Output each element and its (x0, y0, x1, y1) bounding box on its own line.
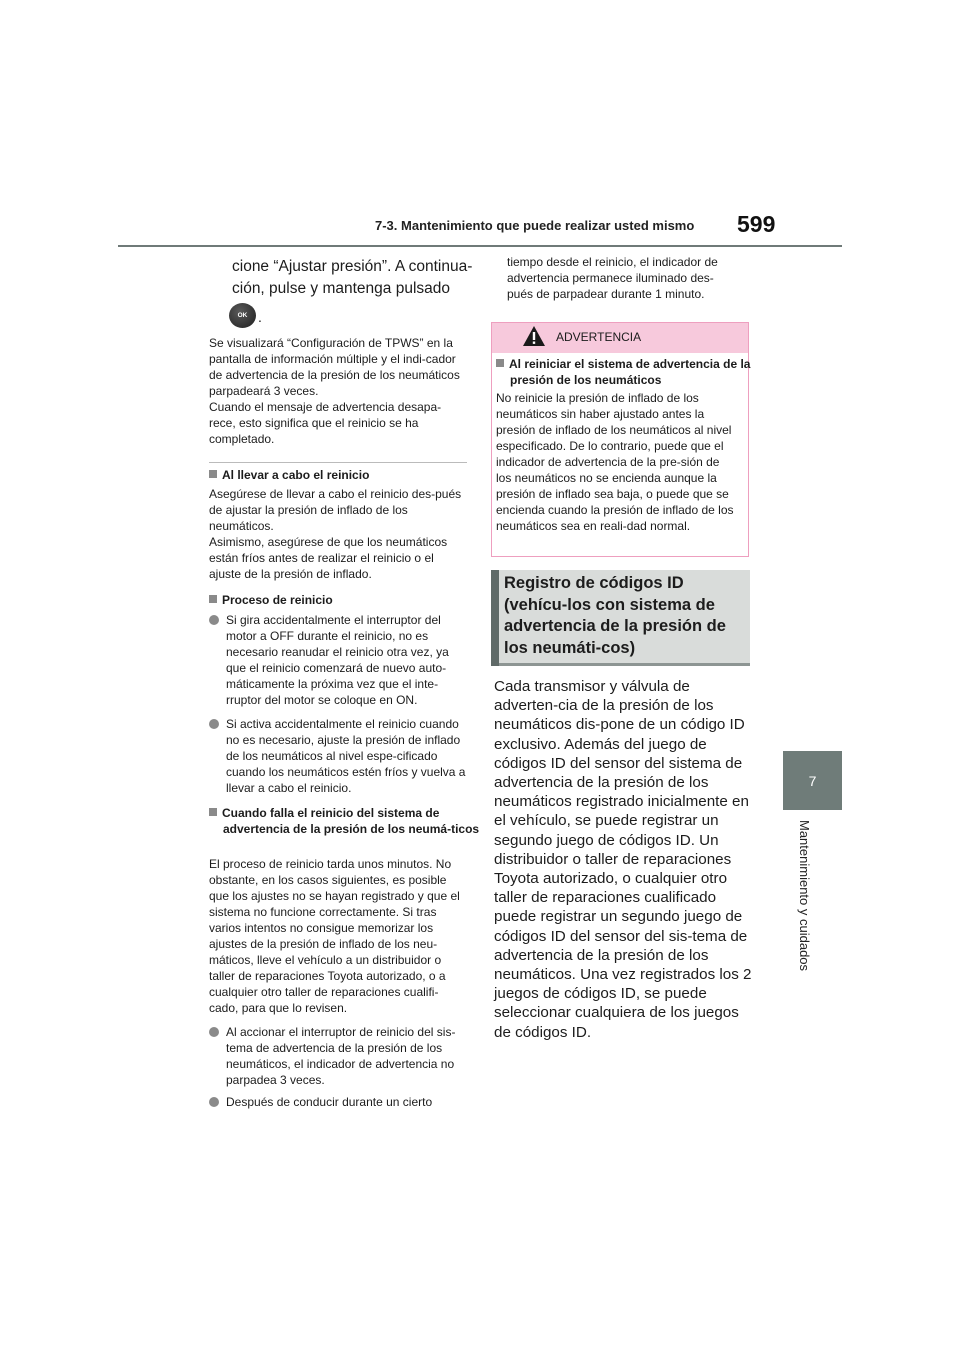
square-bullet-icon (209, 470, 217, 478)
section-title: 7-3. Mantenimiento que puede realizar usted mismo (375, 218, 695, 233)
page-number: 599 (737, 211, 776, 237)
heading-fail: Cuando falla el reinicio del sistema de advertencia de la presión de los neumá-ticos (209, 805, 481, 837)
continuation-text: tiempo desde el reinicio, el indicador de advertencia permanece iluminado des-pués de parpadear durante 1 minuto. (507, 255, 718, 301)
circle-bullet-icon (209, 615, 219, 625)
reset-paragraph: Asegúrese de llevar a cabo el reinicio des-pués de ajustar la presión de inflado de los neumáticos. Asimismo, asegúrese de que los neumáticos están fríos antes de realizar el reinicio o el ajuste de la presión de inflado. (209, 487, 462, 581)
chapter-number: 7 (808, 772, 817, 789)
chapter-label: Mantenimiento y cuidados (797, 820, 812, 972)
warning-title: ADVERTENCIA (556, 330, 642, 344)
chapter-tab[interactable] (783, 751, 842, 810)
ok-suffix: . (258, 309, 262, 325)
circle-bullet-icon (209, 1097, 219, 1107)
tpws-paragraph: Se visualizará “Configuración de TPWS” en la pantalla de información múltiple y el indi-cador de advertencia de la presión de los neumáticos parpadeará 3 veces. Cuando el mensaje de advertencia desapa-rece, esto significa que el reinicio se ha completado. (209, 336, 460, 446)
heading-process: Proceso de reinicio (209, 592, 467, 608)
list-item: Después de conducir durante un cierto (226, 1094, 467, 1110)
registration-paragraph: Cada transmisor y válvula de adverten-cia de la presión de los neumáticos dis-pone de un código ID exclusivo. Además del juego de códigos ID del sensor del sistema de advertencia de la presión de los neumáticos registrado inicialmente en el vehículo, se puede registrar un segundo juego de códigos ID. Un distribuidor o taller de reparaciones Toyota autorizado, o cualquier otro taller de reparaciones cualificado puede registrar un segundo juego de códigos ID del sensor del sis-tema de advertencia de la presión de los neumáticos. Una vez registrados los 2 juegos de códigos ID, se puede seleccionar cualquiera de los juegos de códigos ID. (494, 678, 752, 1041)
section-divider (209, 462, 467, 463)
intro-line-1: cione “Ajustar presión”. A continua- (232, 258, 473, 275)
warning-heading: Al reiniciar el sistema de advertencia de la presión de los neumáticos (496, 356, 752, 388)
list-item: Si gira accidentalmente el interruptor del motor a OFF durante el reinicio, no es necesario reanudar el reinicio otra vez, ya que el reinicio comenzará de nuevo auto-máticamente la próxima vez que el inte-rruptor del motor se coloque en ON. (226, 612, 467, 708)
section-heading: Registro de códigos ID (vehícu-los con sistema de advertencia de la presión de los neumáti-cos) (504, 574, 726, 657)
square-bullet-icon (496, 359, 504, 367)
warning-triangle-icon (522, 325, 546, 347)
circle-bullet-icon (209, 1027, 219, 1037)
square-bullet-icon (209, 808, 217, 816)
section-accent-bar (491, 570, 499, 666)
list-item: Al accionar el interruptor de reinicio del sis-tema de advertencia de la presión de los neumáticos, el indicador de advertencia no parpadea 3 veces. (226, 1024, 467, 1088)
square-bullet-icon (209, 595, 217, 603)
circle-bullet-icon (209, 719, 219, 729)
list-item: Si activa accidentalmente el reinicio cuando no es necesario, ajuste la presión de inflado de los neumáticos al nivel espe-cificado cuando los neumáticos estén fríos y vuelva a llevar a cabo el reinicio. (226, 716, 467, 796)
fail-paragraph: El proceso de reinicio tarda unos minutos. No obstante, en los casos siguientes, es posible que los ajustes no se hayan registrado y que el sistema no funcione correctamente. Si tras varios intentos no consigue memorizar los ajustes de la presión de inflado de los neu-máticos, lleve el vehículo a un distribuidor o taller de reparaciones Toyota autorizado, o a cualquier otro taller de reparaciones cualifi-cado, para que lo revisen. (209, 857, 460, 1015)
intro-line-2: ción, pulse y mantenga pulsado (232, 280, 451, 297)
heading-reset: Al llevar a cabo el reinicio (209, 467, 467, 483)
warning-body: No reinicie la presión de inflado de los neumáticos sin haber ajustado antes la presión de inflado de los neumáticos al nivel especificado. De lo contrario, puede que el indicador de advertencia de la pre-sión de los neumáticos no se encienda aunque la presión de inflado sea baja, o puede que se encienda cuando la presión de inflado de los neumáticos sea en reali-dad normal. (496, 391, 734, 533)
ok-button-icon: OK (229, 303, 256, 328)
header-rule (118, 245, 842, 247)
